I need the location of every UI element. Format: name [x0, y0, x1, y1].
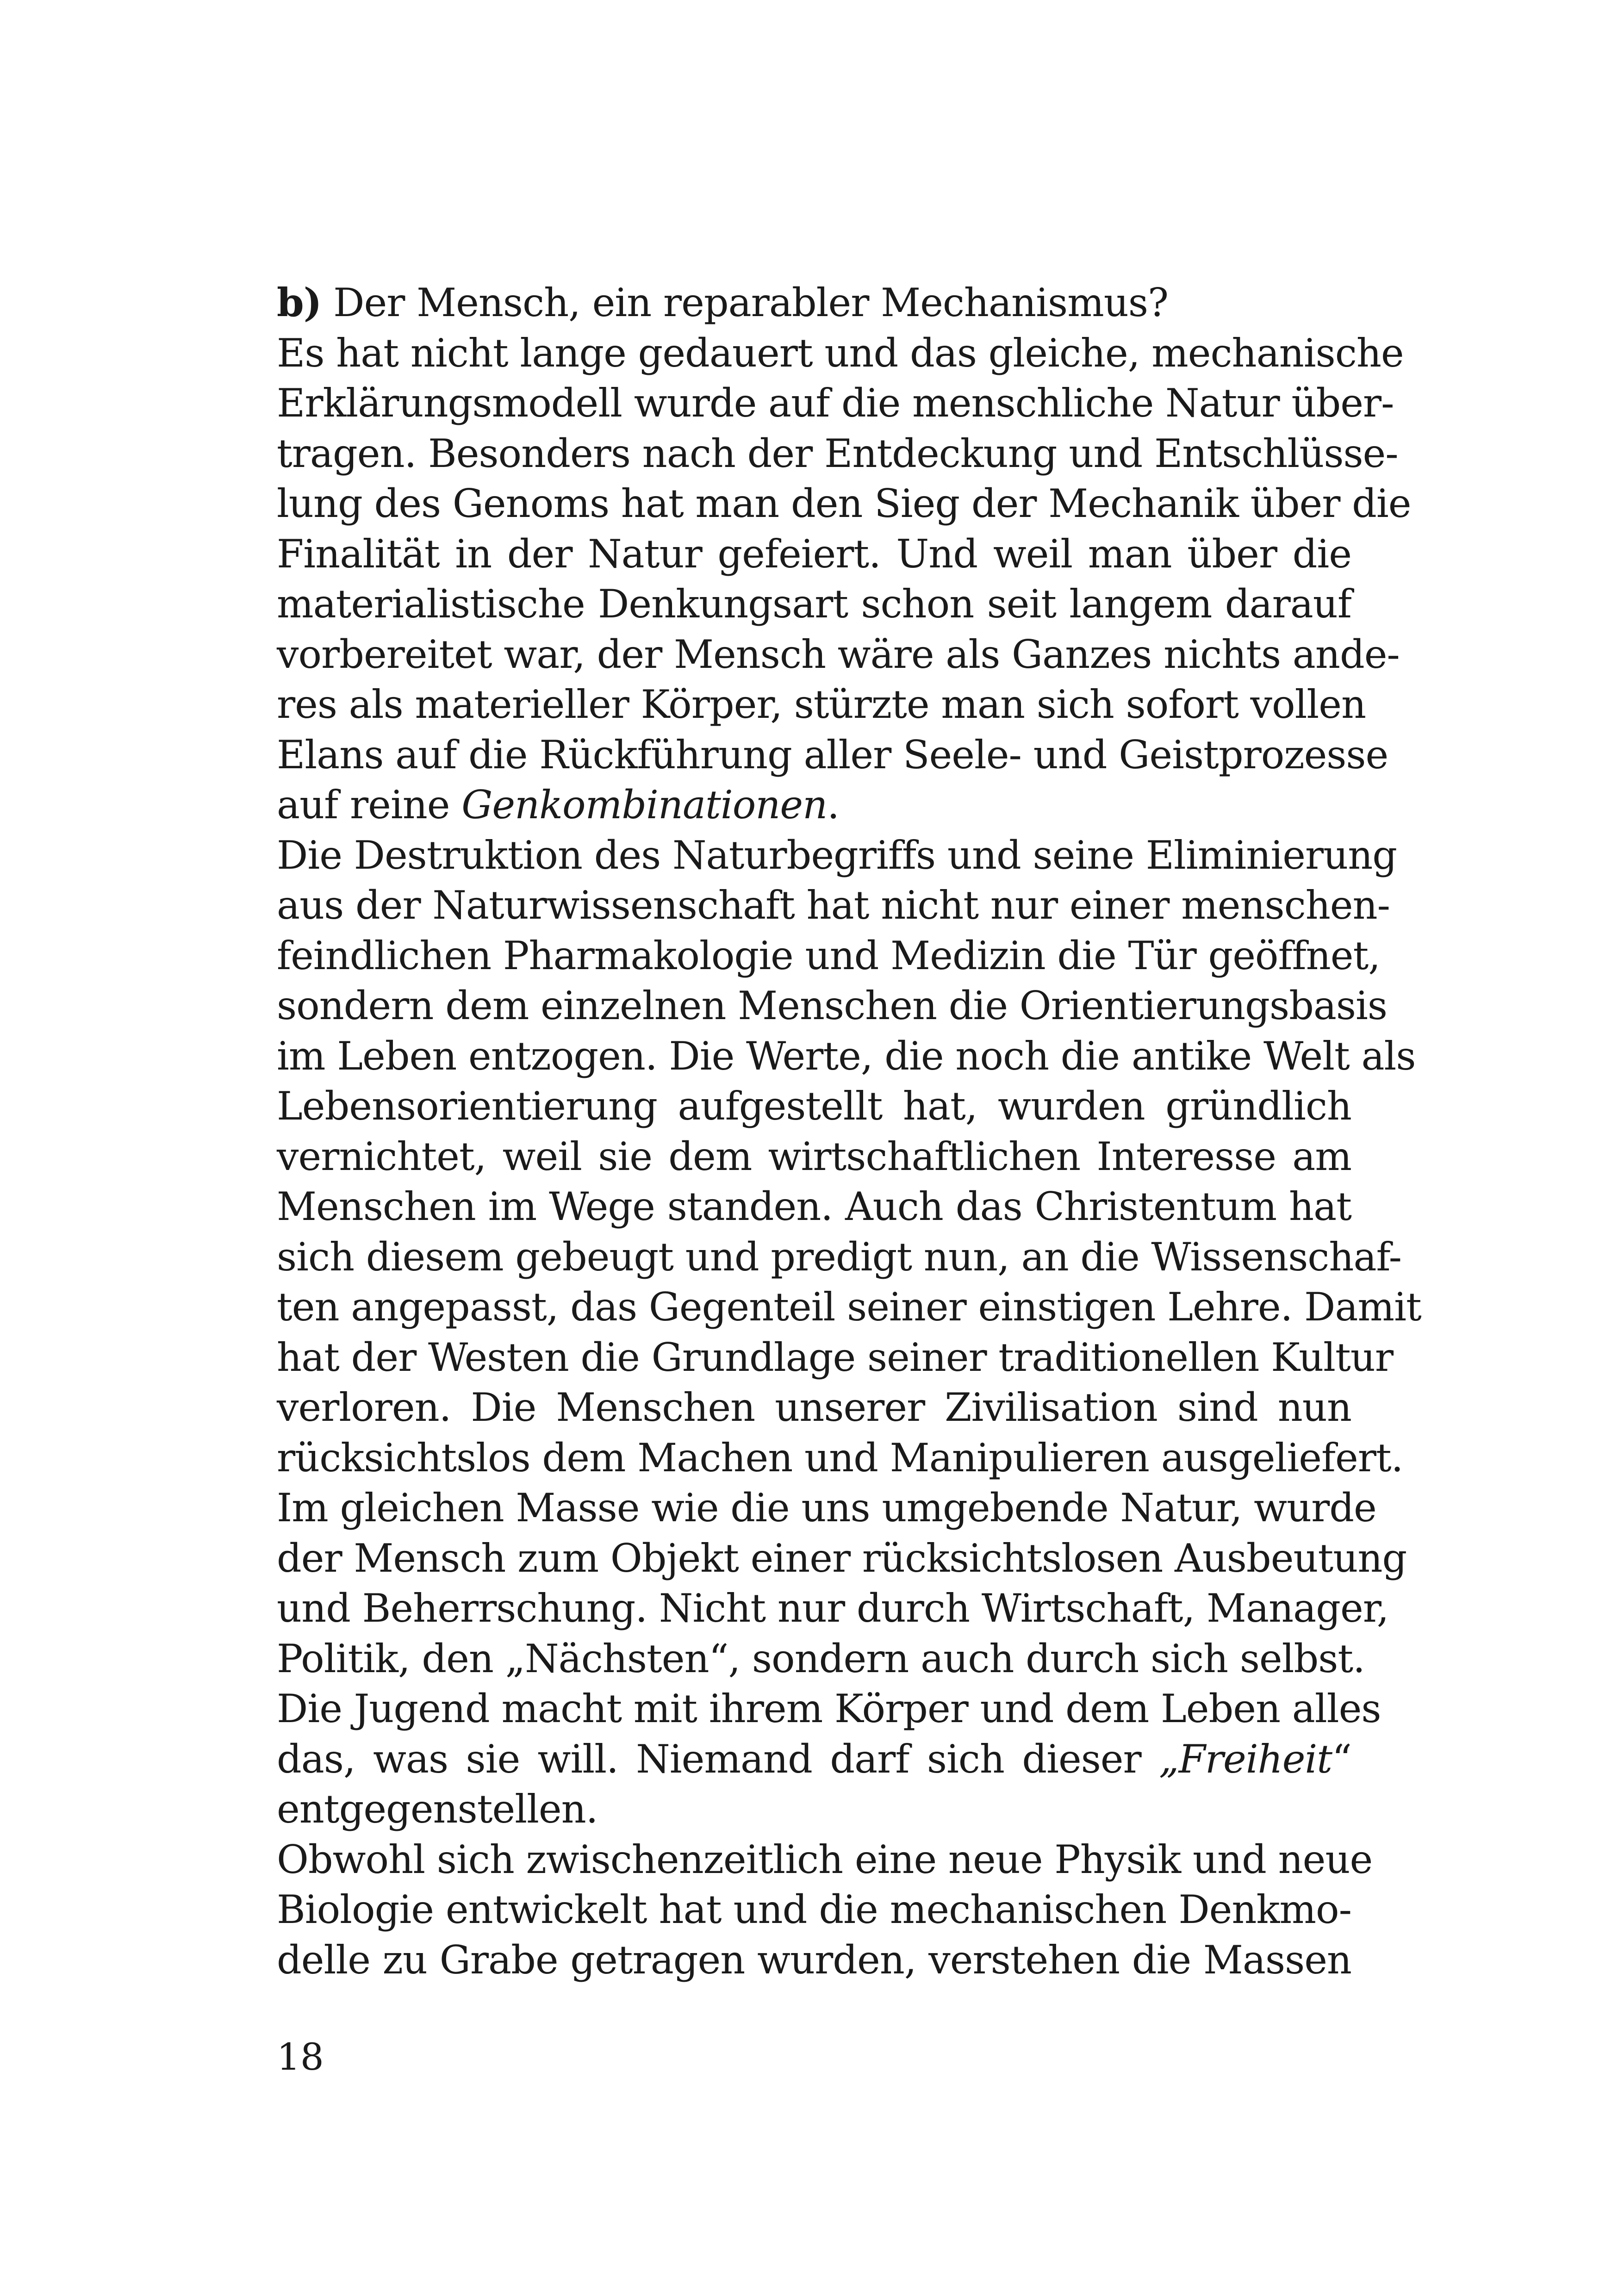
text-line: Die Destruktion des Naturbegriffs und seine Eliminierung	[277, 832, 1397, 878]
section-heading	[277, 278, 1351, 328]
text-fragment: das, was sie will. Niemand darf sich dieser	[277, 1736, 1159, 1782]
body-text	[277, 278, 1421, 1985]
text-line: aus der Naturwissenschaft hat nicht nur einer menschen-	[277, 883, 1390, 928]
text-line: entgegenstellen.	[277, 1786, 598, 1832]
text-fragment: .	[827, 782, 839, 828]
text-line: und Beherrschung. Nicht nur durch Wirtschaft, Manager,	[277, 1586, 1389, 1631]
text-line: Die Jugend macht mit ihrem Körper und dem Leben alles	[277, 1686, 1381, 1731]
page-number: 18	[277, 2035, 324, 2078]
text-line: vernichtet, weil sie dem wirtschaftlichen Interesse am	[277, 1133, 1351, 1179]
text-line: im Leben entzogen. Die Werte, die noch die antike Welt als	[277, 1033, 1416, 1079]
text-line: lung des Genoms hat man den Sieg der Mechanik über die	[277, 481, 1411, 526]
text-line: delle zu Grabe getragen wurden, verstehen die Massen	[277, 1937, 1351, 1983]
text-line: hat der Westen die Grundlage seiner traditionellen Kultur	[277, 1334, 1394, 1380]
text-line: rücksichtslos dem Machen und Manipulieren ausgeliefert.	[277, 1435, 1403, 1481]
section-title: Der Mensch, ein reparabler Mechanismus?	[321, 280, 1169, 325]
text-line: sich diesem gebeugt und predigt nun, an die Wissenschaf-	[277, 1234, 1401, 1280]
text-line: feindlichen Pharmakologie und Medizin die Tür geöffnet,	[277, 933, 1380, 978]
text-line: Im gleichen Masse wie die uns umgebende Natur, wurde	[277, 1485, 1376, 1531]
text-line: der Mensch zum Objekt einer rücksichtslosen Ausbeutung	[277, 1535, 1407, 1581]
text-line: vorbereitet war, der Mensch wäre als Ganzes nichts ande-	[277, 631, 1400, 677]
text-line: materialistische Denkungsart schon seit langem darauf	[277, 581, 1351, 627]
emphasized-term: Genkombinationen	[461, 782, 828, 828]
text-line: Politik, den „Nächsten“, sondern auch durch sich selbst.	[277, 1636, 1365, 1681]
text-line	[277, 1734, 1351, 1785]
text-line: Biologie entwickelt hat und die mechanischen Denkmo-	[277, 1887, 1351, 1932]
text-line	[277, 780, 1351, 830]
text-line: res als materieller Körper, stürzte man sich sofort vollen	[277, 682, 1366, 727]
text-line: Elans auf die Rückführung aller Seele- und Geistprozesse	[277, 732, 1388, 778]
text-line: tragen. Besonders nach der Entdeckung und Entschlüsse-	[277, 430, 1398, 476]
text-line: Menschen im Wege standen. Auch das Christentum hat	[277, 1184, 1351, 1229]
text-line: verloren. Die Menschen unserer Zivilisation sind nun	[277, 1385, 1351, 1430]
text-line: Es hat nicht lange gedauert und das gleiche, mechanische	[277, 330, 1404, 376]
text-line: ten angepasst, das Gegenteil seiner einstigen Lehre. Damit	[277, 1284, 1421, 1330]
text-line: Finalität in der Natur gefeiert. Und weil man über die	[277, 531, 1351, 577]
text-fragment: “	[1332, 1736, 1351, 1782]
text-line: Erklärungsmodell wurde auf die menschliche Natur über-	[277, 380, 1394, 426]
text-fragment: auf reine	[277, 782, 462, 828]
section-label: b)	[277, 280, 322, 325]
emphasized-term: „Freiheit	[1159, 1736, 1332, 1782]
text-line: Obwohl sich zwischenzeitlich eine neue Physik und neue	[277, 1836, 1373, 1882]
text-line: Lebensorientierung aufgestellt hat, wurden gründlich	[277, 1083, 1351, 1129]
text-line: sondern dem einzelnen Menschen die Orientierungsbasis	[277, 983, 1387, 1028]
